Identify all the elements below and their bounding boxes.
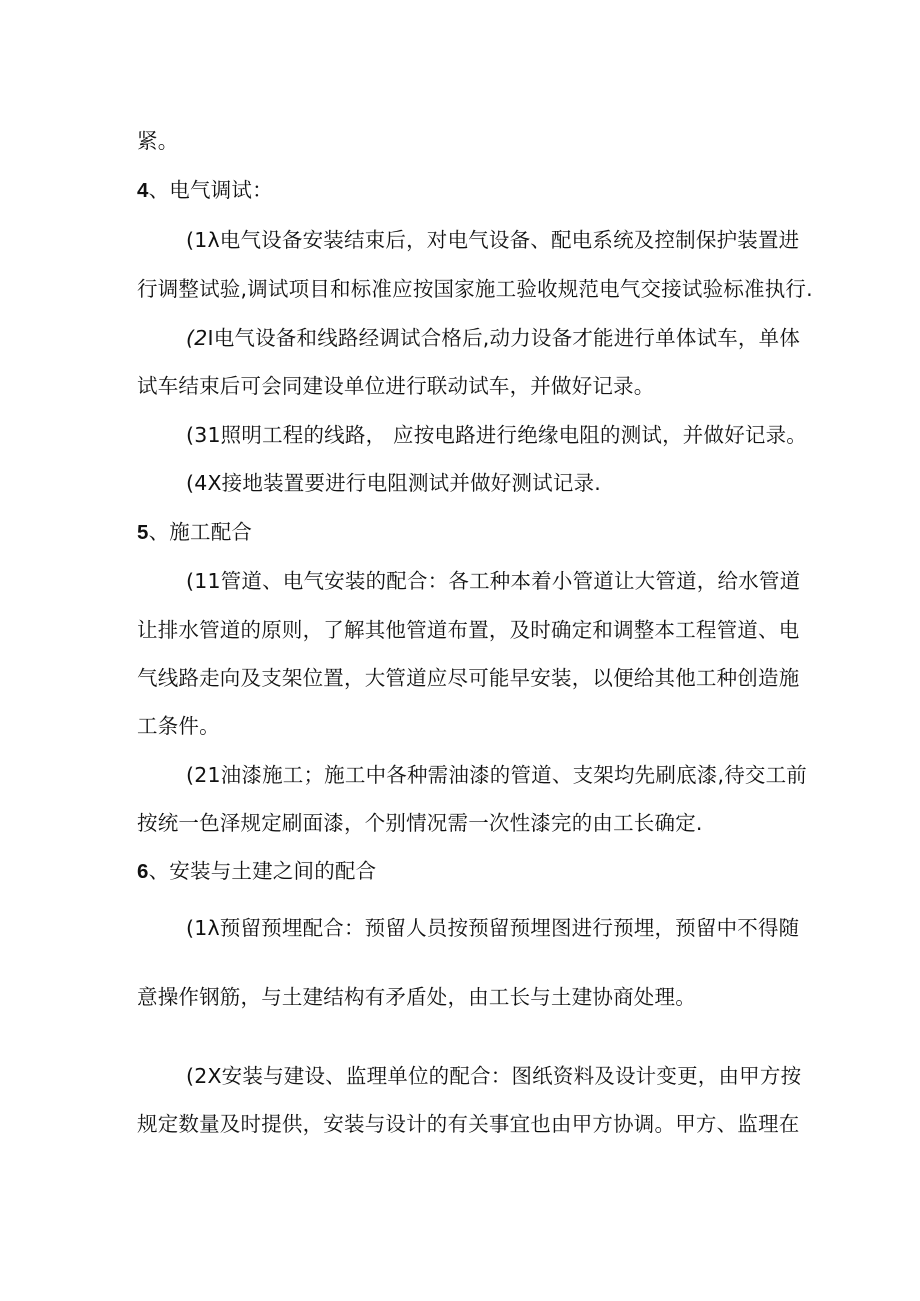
- paragraph-line: [186, 421, 807, 449]
- text-segment: (31照明工程的线路， 应按电路进行绝缘电阻的测试，并做好记录。: [186, 423, 807, 447]
- paragraph-line: [137, 616, 799, 644]
- text-segment: 试车结束后可会同建设单位进行联动试车，并做好记录。: [137, 374, 655, 398]
- section-title: 、施工配合: [148, 520, 253, 544]
- text-segment: 工条件。: [137, 714, 220, 738]
- section-title: 、安装与土建之间的配合: [148, 859, 377, 883]
- continued-text-line: [137, 127, 178, 155]
- paragraph-line: [137, 275, 813, 303]
- paragraph-line: [137, 1110, 799, 1138]
- paragraph-line: [186, 1062, 801, 1090]
- text-segment: 让排水管道的原则，了解其他管道布置，及时确定和调整本工程管道、电: [137, 618, 800, 642]
- paragraph-line: [137, 712, 220, 740]
- section-number: 5: [137, 521, 149, 544]
- paragraph-line: [186, 469, 601, 497]
- section-heading-6: [137, 857, 376, 886]
- text-segment: 气线路走向及支架位置，大管道应尽可能早安装，以便给其他工种创造施: [137, 666, 800, 690]
- text-segment: (4X接地装置要进行电阻测试并做好测试记录.: [186, 471, 601, 495]
- paragraph-line: [186, 761, 807, 789]
- section-number: 6: [137, 860, 149, 883]
- section-number: 4: [137, 179, 149, 202]
- text-segment: (1λ预留预埋配合：预留人员按预留预埋图进行预埋，预留中不得随: [186, 916, 800, 940]
- paragraph-line: [137, 983, 696, 1011]
- text-segment: 紧。: [137, 129, 179, 153]
- text-segment: (1λ电气设备安装结束后，对电气设备、配电系统及控制保护装置进: [186, 228, 800, 252]
- paragraph-line: [186, 324, 800, 352]
- paragraph-line: [186, 914, 799, 942]
- text-segment: 规定数量及时提供，安装与设计的有关事宜也由甲方协调。甲方、监理在: [137, 1112, 800, 1136]
- section-heading-5: [137, 518, 252, 547]
- text-segment: 行调整试验,调试项目和标准应按国家施工验收规范电气交接试验标准执行.: [137, 277, 813, 301]
- section-title: 、电气调试：: [148, 178, 273, 202]
- paragraph-line: [137, 372, 655, 400]
- paragraph-line: [186, 567, 800, 595]
- text-segment: (2X安装与建设、监理单位的配合：图纸资料及设计变更，由甲方按: [186, 1064, 802, 1088]
- paragraph-line: [186, 226, 799, 254]
- text-segment: 意操作钢筋，与土建结构有矛盾处，由工长与土建协商处理。: [137, 985, 696, 1009]
- text-segment: 按统一色泽规定刷面漆，个别情况需一次性漆完的由工长确定.: [137, 811, 703, 835]
- text-segment: (21油漆施工；施工中各种需油漆的管道、支架均先刷底漆,待交工前: [186, 763, 807, 787]
- paragraph-line: [137, 809, 703, 837]
- item-prefix: (2: [186, 326, 208, 350]
- text-segment: (11管道、电气安装的配合：各工种本着小管道让大管道，给水管道: [186, 569, 801, 593]
- text-segment: I电气设备和线路经调试合格后,动力设备才能进行单体试车，单体: [207, 326, 801, 350]
- section-heading-4: [137, 176, 273, 205]
- paragraph-line: [137, 664, 799, 692]
